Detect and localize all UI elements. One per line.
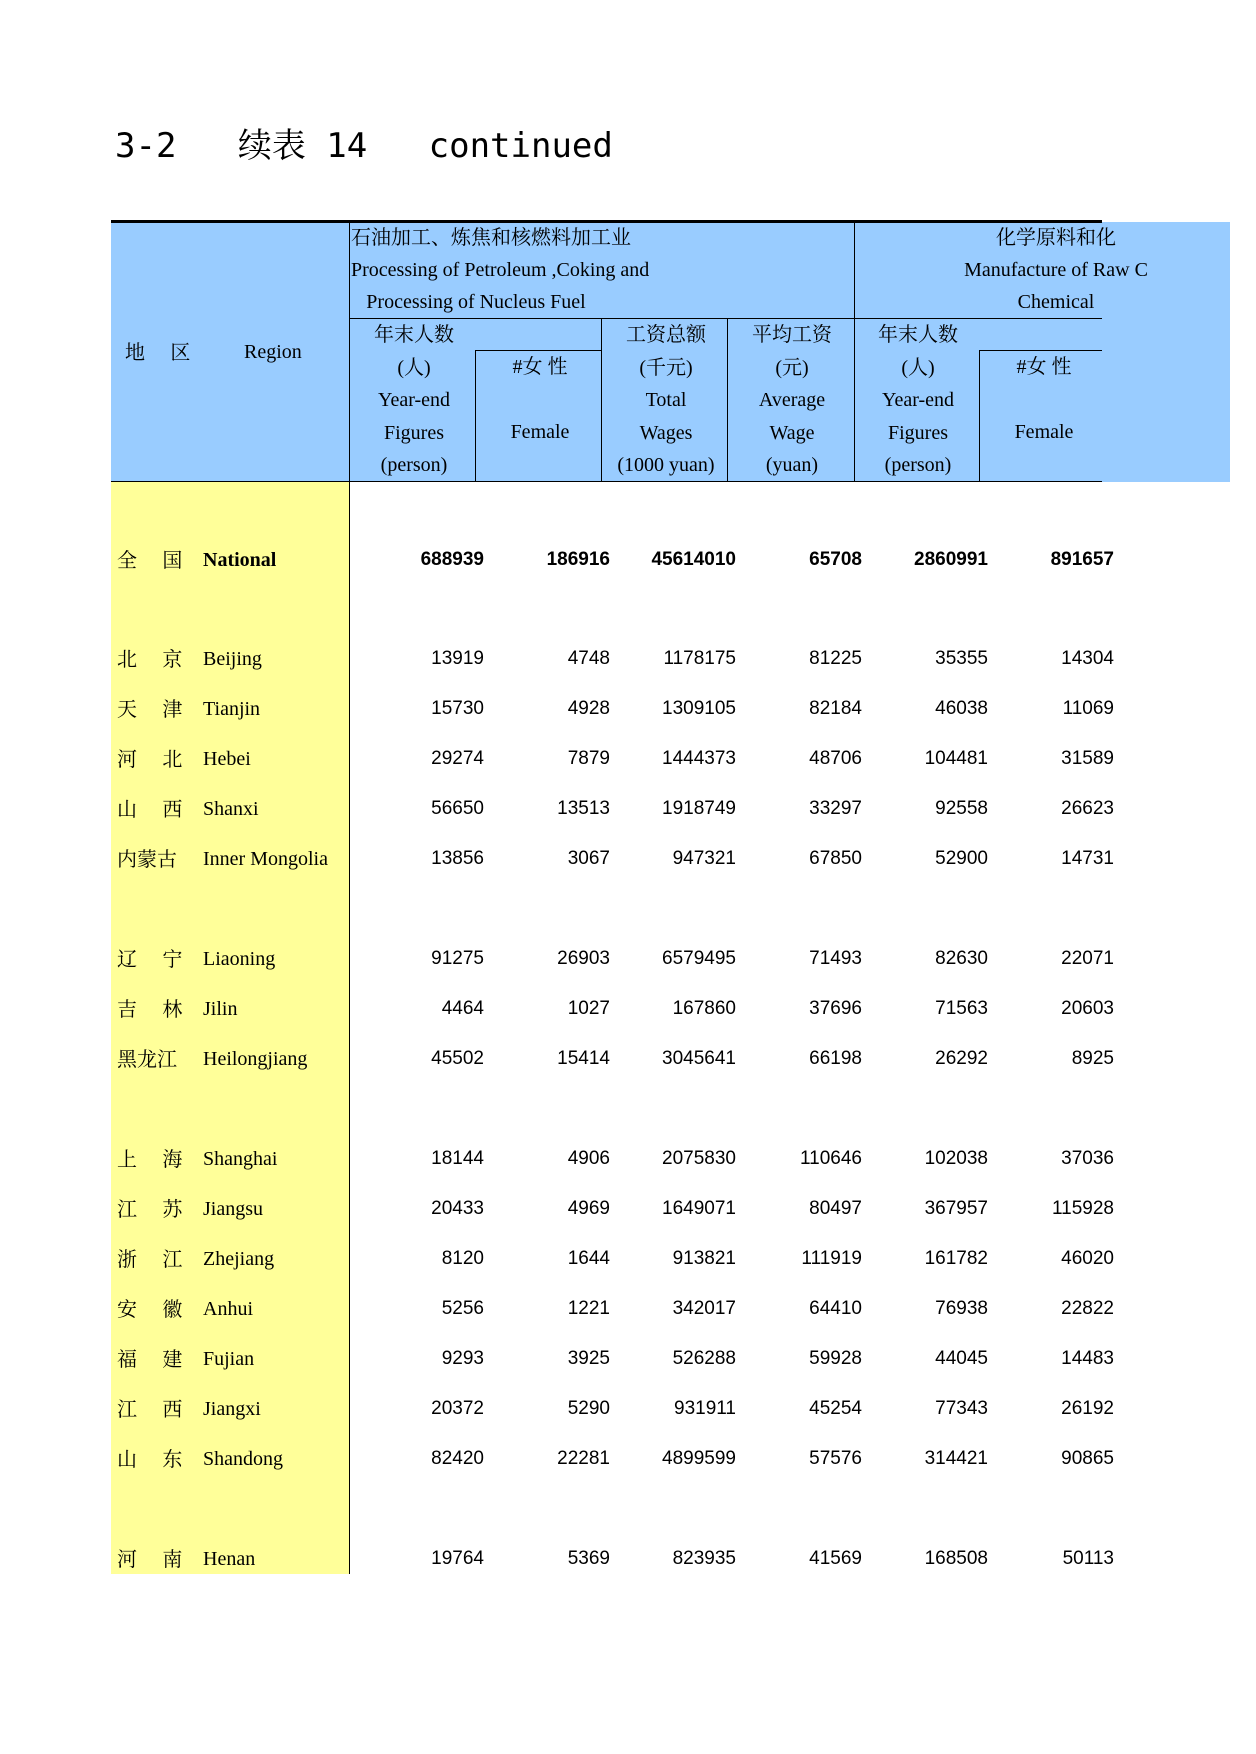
value-cell: 44045 xyxy=(935,1348,988,1369)
value-cell: 1221 xyxy=(567,1298,610,1319)
value-cell: 2075830 xyxy=(662,1148,736,1169)
col-avg-header xyxy=(729,319,855,482)
table-row xyxy=(111,739,1114,779)
value-cell: 4464 xyxy=(441,998,484,1019)
col-wages-en2: Wages xyxy=(639,421,693,444)
table-row xyxy=(111,1389,1114,1429)
region-name-en: Liaoning xyxy=(203,948,276,970)
value-cell: 13919 xyxy=(431,648,484,669)
value-cell: 15730 xyxy=(431,698,484,719)
value-cell: 57576 xyxy=(809,1448,862,1469)
table-row xyxy=(111,1139,1114,1179)
value-cell: 367957 xyxy=(924,1198,988,1219)
value-cell: 29274 xyxy=(431,748,484,769)
region-name-zh: 天 津 xyxy=(117,697,183,721)
col-yearend-en1: Year-end xyxy=(378,389,450,411)
value-cell: 22071 xyxy=(1061,948,1114,969)
value-cell: 167860 xyxy=(672,998,736,1019)
value-cell: 46020 xyxy=(1061,1248,1114,1269)
col-yearend-header xyxy=(351,319,477,482)
value-cell: 20603 xyxy=(1061,998,1114,1019)
region-name-zh: 山 东 xyxy=(117,1447,183,1471)
col-wages-unit-en: (1000 yuan) xyxy=(617,454,715,476)
value-cell: 9293 xyxy=(441,1348,484,1369)
table-row xyxy=(111,939,1114,979)
region-name-en: Jiangsu xyxy=(203,1198,263,1220)
value-cell: 342017 xyxy=(672,1298,736,1319)
table-row xyxy=(111,1339,1114,1379)
table-row xyxy=(111,1239,1114,1279)
value-cell: 65708 xyxy=(809,549,862,570)
table-top-rule xyxy=(111,220,1102,223)
value-cell: 1649071 xyxy=(662,1198,736,1219)
value-cell: 64410 xyxy=(809,1298,862,1319)
value-cell: 52900 xyxy=(935,848,988,869)
value-cell: 3045641 xyxy=(662,1048,736,1069)
group2-title-zh: 化学原料和化 xyxy=(996,227,1116,249)
value-cell: 13513 xyxy=(557,798,610,819)
region-name-en: Fujian xyxy=(203,1348,255,1370)
value-cell: 688939 xyxy=(420,549,484,570)
group2-title-en-line2: Chemical xyxy=(1017,291,1095,313)
col2-yearend-unit-en: (person) xyxy=(884,454,952,476)
table-row xyxy=(111,540,1114,580)
col-avg-unit-zh: (元) xyxy=(775,356,809,379)
table-row xyxy=(111,1189,1114,1229)
value-cell: 22822 xyxy=(1061,1298,1114,1319)
col-yearend-unit-en: (person) xyxy=(380,454,448,476)
value-cell: 4969 xyxy=(567,1198,610,1219)
region-name-zh: 北 京 xyxy=(117,647,183,671)
region-name-zh: 浙 江 xyxy=(117,1247,183,1271)
col-female-en: Female xyxy=(510,421,570,443)
col2-yearend-unit-zh: (人) xyxy=(901,356,935,379)
region-name-en: Beijing xyxy=(203,648,262,670)
col2-female-en: Female xyxy=(1014,421,1074,443)
region-name-en: Jilin xyxy=(203,998,238,1020)
header-divider-col3 xyxy=(727,318,728,482)
col-wages-unit-zh: (千元) xyxy=(639,356,693,379)
value-cell: 48706 xyxy=(809,748,862,769)
value-cell: 45502 xyxy=(431,1048,484,1069)
header-divider-title xyxy=(349,318,1102,319)
value-cell: 18144 xyxy=(431,1148,484,1169)
value-cell: 90865 xyxy=(1061,1448,1114,1469)
value-cell: 314421 xyxy=(924,1448,988,1469)
col2-yearend-header xyxy=(855,319,981,482)
region-name-en: Zhejiang xyxy=(203,1248,275,1270)
region-name-en: Heilongjiang xyxy=(203,1048,308,1070)
table-row xyxy=(111,1289,1114,1329)
value-cell: 66198 xyxy=(809,1048,862,1069)
col-female-zh: #女 性 xyxy=(512,356,568,378)
value-cell: 59928 xyxy=(809,1348,862,1369)
value-cell: 26192 xyxy=(1061,1398,1114,1419)
value-cell: 4928 xyxy=(567,698,610,719)
region-name-zh: 河 北 xyxy=(117,747,183,771)
table-row xyxy=(111,1439,1114,1479)
col-wages-en1: Total xyxy=(645,389,687,411)
region-name-zh: 福 建 xyxy=(117,1347,183,1371)
col2-yearend-en2: Figures xyxy=(888,421,948,444)
region-name-zh: 江 苏 xyxy=(117,1197,183,1221)
value-cell: 1444373 xyxy=(662,748,736,769)
value-cell: 5290 xyxy=(567,1398,610,1419)
value-cell: 1644 xyxy=(567,1248,610,1269)
col2-yearend-en1: Year-end xyxy=(882,389,954,411)
value-cell: 91275 xyxy=(431,948,484,969)
value-cell: 823935 xyxy=(672,1548,736,1569)
value-cell: 110646 xyxy=(800,1148,862,1169)
header-divider-col5 xyxy=(979,350,980,482)
value-cell: 71563 xyxy=(935,998,988,1019)
value-cell: 8120 xyxy=(441,1248,484,1269)
region-name-zh: 内蒙古 xyxy=(117,847,177,871)
value-cell: 913821 xyxy=(672,1248,736,1269)
value-cell: 26623 xyxy=(1061,798,1114,819)
col-yearend-en2: Figures xyxy=(384,421,444,444)
value-cell: 104481 xyxy=(924,748,988,769)
value-cell: 71493 xyxy=(809,948,862,969)
value-cell: 7879 xyxy=(567,748,610,769)
value-cell: 161782 xyxy=(924,1248,988,1269)
region-header-en: Region xyxy=(244,341,302,363)
value-cell: 80497 xyxy=(809,1198,862,1219)
value-cell: 14731 xyxy=(1061,848,1114,869)
region-name-zh: 辽 宁 xyxy=(117,947,183,971)
table-row xyxy=(111,1039,1114,1079)
value-cell: 26903 xyxy=(557,948,610,969)
header-divider-female2 xyxy=(979,350,1102,351)
col-yearend-unit-zh: (人) xyxy=(397,356,431,379)
region-name-en: Shanxi xyxy=(203,798,259,820)
region-name-en: Tianjin xyxy=(203,698,261,720)
value-cell: 5369 xyxy=(567,1548,610,1569)
col-yearend-zh: 年末人数 xyxy=(374,324,454,346)
value-cell: 92558 xyxy=(935,798,988,819)
value-cell: 3067 xyxy=(567,848,610,869)
col2-female-header xyxy=(981,351,1107,449)
value-cell: 931911 xyxy=(674,1398,736,1419)
value-cell: 891657 xyxy=(1050,549,1114,570)
value-cell: 3925 xyxy=(567,1348,610,1369)
value-cell: 947321 xyxy=(672,848,736,869)
value-cell: 37036 xyxy=(1061,1148,1114,1169)
value-cell: 168508 xyxy=(924,1548,988,1569)
region-name-zh: 河 南 xyxy=(117,1547,183,1571)
col-female-header xyxy=(477,351,603,449)
table-row xyxy=(111,1539,1114,1579)
value-cell: 82420 xyxy=(431,1448,484,1469)
value-cell: 81225 xyxy=(809,648,862,669)
value-cell: 13856 xyxy=(431,848,484,869)
value-cell: 77343 xyxy=(935,1398,988,1419)
header-divider-group xyxy=(854,222,855,482)
header-divider-col2 xyxy=(601,318,602,482)
value-cell: 8925 xyxy=(1071,1048,1114,1069)
value-cell: 82630 xyxy=(935,948,988,969)
region-name-zh: 上 海 xyxy=(117,1147,183,1171)
region-name-en: National xyxy=(203,549,277,571)
header-divider-col1 xyxy=(475,350,476,482)
region-name-en: Shandong xyxy=(203,1448,283,1470)
table-row xyxy=(111,689,1114,729)
region-name-zh: 江 西 xyxy=(117,1397,183,1421)
region-name-zh: 吉 林 xyxy=(117,997,183,1021)
value-cell: 2860991 xyxy=(914,549,988,570)
header-divider-female xyxy=(475,350,601,351)
col-wages-zh: 工资总额 xyxy=(626,324,706,346)
value-cell: 15414 xyxy=(557,1048,610,1069)
value-cell: 56650 xyxy=(431,798,484,819)
table-row xyxy=(111,989,1114,1029)
value-cell: 1918749 xyxy=(662,798,736,819)
value-cell: 5256 xyxy=(441,1298,484,1319)
region-name-en: Henan xyxy=(203,1548,256,1570)
value-cell: 115928 xyxy=(1052,1198,1114,1219)
value-cell: 186916 xyxy=(546,549,610,570)
value-cell: 19764 xyxy=(431,1548,484,1569)
col-avg-unit-en: (yuan) xyxy=(765,454,819,476)
region-header-zh: 地 区 xyxy=(125,340,191,364)
region-name-en: Anhui xyxy=(203,1298,253,1320)
region-name-zh: 全 国 xyxy=(117,548,183,572)
value-cell: 1309105 xyxy=(662,698,736,719)
region-name-en: Shanghai xyxy=(203,1148,278,1170)
value-cell: 6579495 xyxy=(662,948,736,969)
group1-title-zh: 石油加工、炼焦和核燃料加工业 xyxy=(351,227,631,249)
table-row xyxy=(111,839,1114,879)
value-cell: 45254 xyxy=(809,1398,862,1419)
value-cell: 14483 xyxy=(1061,1348,1114,1369)
region-name-zh: 山 西 xyxy=(117,797,183,821)
col2-yearend-zh: 年末人数 xyxy=(878,324,958,346)
value-cell: 4906 xyxy=(567,1148,610,1169)
value-cell: 82184 xyxy=(809,698,862,719)
region-name-en: Inner Mongolia xyxy=(203,848,328,870)
region-name-zh: 黑龙江 xyxy=(117,1047,177,1071)
value-cell: 20372 xyxy=(431,1398,484,1419)
header-divider-region xyxy=(349,222,350,482)
col-avg-en2: Wage xyxy=(769,421,815,444)
value-cell: 33297 xyxy=(809,798,862,819)
value-cell: 526288 xyxy=(672,1348,736,1369)
value-cell: 111919 xyxy=(801,1248,862,1269)
value-cell: 1027 xyxy=(567,998,610,1019)
value-cell: 41569 xyxy=(809,1548,862,1569)
col2-female-zh: #女 性 xyxy=(1016,356,1072,378)
value-cell: 26292 xyxy=(935,1048,988,1069)
value-cell: 1178175 xyxy=(663,648,736,669)
value-cell: 20433 xyxy=(431,1198,484,1219)
page-title: 3-2 续表 14 continued xyxy=(115,126,613,166)
group1-title-en-line2: Processing of Nucleus Fuel xyxy=(366,291,586,313)
region-name-en: Hebei xyxy=(203,748,251,770)
value-cell: 46038 xyxy=(935,698,988,719)
value-cell: 35355 xyxy=(935,648,988,669)
value-cell: 11069 xyxy=(1062,698,1114,719)
value-cell: 50113 xyxy=(1062,1548,1114,1569)
value-cell: 4748 xyxy=(567,648,610,669)
group1-title-en-line1: Processing of Petroleum ,Coking and xyxy=(351,259,650,281)
value-cell: 4899599 xyxy=(662,1448,736,1469)
col-wages-header xyxy=(603,319,729,482)
col-avg-en1: Average xyxy=(758,389,826,411)
value-cell: 22281 xyxy=(557,1448,610,1469)
group2-title-en-line1: Manufacture of Raw C xyxy=(964,259,1148,281)
region-name-zh: 安 徽 xyxy=(117,1297,183,1321)
region-name-en: Jiangxi xyxy=(203,1398,261,1420)
value-cell: 45614010 xyxy=(651,549,736,570)
value-cell: 37696 xyxy=(809,998,862,1019)
col-avg-zh: 平均工资 xyxy=(752,324,832,346)
value-cell: 14304 xyxy=(1061,648,1114,669)
value-cell: 67850 xyxy=(809,848,862,869)
table-row xyxy=(111,639,1114,679)
value-cell: 76938 xyxy=(935,1298,988,1319)
value-cell: 31589 xyxy=(1061,748,1114,769)
table-row xyxy=(111,789,1114,829)
value-cell: 102038 xyxy=(924,1148,988,1169)
